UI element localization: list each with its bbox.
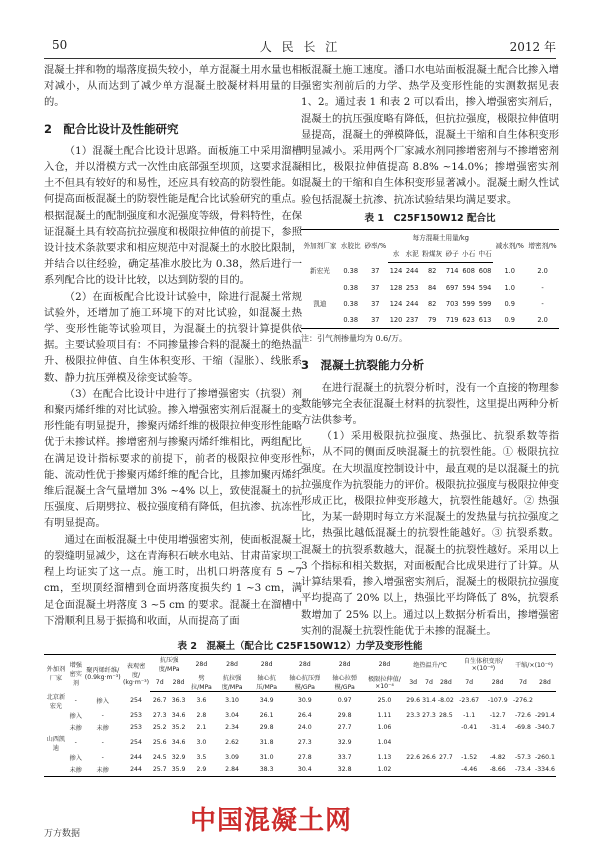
table-cell: 3.10	[225, 697, 239, 705]
right-paragraph-0: 板混凝土施工速度。潘口水电站面板混凝土配合比掺入增强密实剂前后的力学、热学及变形性能的实测数据见表 1、2。通过表 1 和表 2 可以看出，掺入增强密实剂后，混凝土的抗压强度略有降低，但抗拉强度，极限拉伸值明显提高，混凝土的弹模降低，混凝土干缩和自生体积变形明显减小。采用两个厂家减水剂同掺增密剂与不掺增密剂相比，极限拉伸值提高 8.8% ~14.0%；掺增强密实剂混凝土的干缩和自生体积变形显著减小。混凝土耐久性试验包括混凝土抗渗、抗冻试验结果均满足要求。	[301, 64, 559, 206]
t2-header: 自生体积变形/×(10⁻⁶)	[463, 658, 504, 672]
table-cell: 703	[445, 299, 459, 308]
table-cell: 山西凯迪	[46, 735, 66, 752]
table-cell: 3.0	[196, 739, 207, 746]
t2-header: 表观密度/ (kg·m⁻³)	[122, 662, 150, 686]
table-cell: 0.9	[504, 299, 515, 308]
table-cell: 未掺	[69, 767, 82, 774]
table-row	[44, 710, 556, 722]
table-cell: 29.8	[259, 724, 274, 731]
table-cell: 623	[462, 316, 475, 325]
table-cell: 32.9	[171, 754, 186, 761]
right-column	[301, 62, 559, 639]
table-cell: 新宏光	[310, 267, 330, 276]
table-cell: -	[101, 739, 104, 746]
table-cell	[455, 734, 484, 752]
table-cell: 120	[389, 316, 403, 325]
table-cell: 2.9	[196, 766, 207, 773]
t1-header: 水	[388, 246, 404, 263]
table-cell: 31.8	[259, 739, 274, 746]
table1-note: 注：引气剂掺量均为 0.6/万。	[301, 334, 407, 344]
table-cell: 32.8	[337, 766, 352, 773]
table2-caption: 表 2 混凝土（配合比 C25F150W12）力学及变形性能	[177, 641, 423, 652]
table-cell: 244	[405, 267, 419, 276]
table-cell: 26.7	[152, 697, 167, 705]
table-cell: 24.5	[152, 754, 167, 761]
left-paragraph-1: （1）混凝土配合比设计思路。面板施工中采用溜槽入仓，并以滑模方式一次性由底部强至坝顶，这要求混凝土不但具有较好的和易性，还应具有较高的防裂性能。如何提高面板混凝土的防裂性能是配合比试验研究的重点。根据混凝土的配制强度和水泥强度等级，骨料特性，在保证混凝土具有较高抗拉强度和极限拉伸值的前提下，参照设计技术条款要求和相应规范中对混凝土的水胶比限制，并结合以往经验，确定基准水胶比为 0.38，然后进行一系列配合比的设计比较，以达到防裂的目的。	[44, 144, 302, 287]
t2-header: 轴心抗压弹模/GPa	[284, 673, 326, 692]
table-cell	[437, 734, 455, 752]
table-cell: -	[101, 754, 104, 761]
t2-header: 7d	[150, 673, 169, 692]
t2-header: 28d	[378, 660, 391, 668]
table-cell: -	[541, 283, 544, 292]
table1	[301, 229, 559, 329]
table-cell: 未掺	[69, 725, 82, 732]
table-cell: 124	[389, 267, 403, 276]
table-row	[301, 296, 559, 312]
right-paragraph-2: （1）采用极限抗拉强度、热强比、抗裂系数等指标，从不同的侧面反映混凝土的抗裂性能。① 极限抗拉强度。在大坝温度控制设计中，最直观的是以混凝土的抗拉强度作为抗裂能力的评价。极限抗拉强度与极限拉伸变形成正比，极限拉伸变形越大，抗裂性能越好。② 热强比，为某一龄期时每立方米混凝土的发热量与抗拉强度之比，热强比越低混凝土的抗裂性能越好。③ 抗裂系数。混凝土的抗裂系数越大，混凝土的抗裂性越好。采用以上 3 个指标和相关数据，对面板配合比成果进行了计算。从计算结果看，掺入增强密实剂后，混凝土的极限抗拉强度平均提高了 20% 以上，热强比平均降低了 8%，抗裂系数增加了 25% 以上。通过以上数据分析看出，掺增强密实剂的混凝土抗裂性能优于未掺的混凝土。	[301, 430, 559, 637]
table2-block	[44, 635, 556, 777]
table-cell: 0.38	[343, 267, 359, 276]
t1-header: 减水剂/%	[495, 242, 524, 251]
table-cell: 37	[371, 299, 380, 308]
table-cell: -73.4	[514, 766, 531, 773]
table-cell: 84	[427, 283, 437, 292]
table-cell: 608	[462, 267, 475, 276]
table-cell: 25.0	[377, 697, 392, 705]
table-cell: 34.6	[171, 712, 186, 719]
table-cell: -72.6	[514, 712, 531, 719]
t2-header: 3d	[405, 673, 421, 692]
table-cell: -8.02	[437, 697, 454, 705]
table-row	[44, 752, 556, 764]
table-row	[44, 692, 556, 710]
t2-header: 28d	[483, 673, 512, 692]
table-cell: 2.62	[225, 739, 239, 746]
header-rule	[44, 58, 556, 59]
table-cell	[483, 734, 512, 752]
table-cell: 3.09	[225, 754, 239, 761]
table-cell	[405, 764, 421, 777]
table1-body	[301, 263, 559, 329]
table-cell: 32.9	[337, 739, 352, 746]
table-cell: 0.9	[504, 316, 515, 325]
table-cell: -291.4	[534, 712, 555, 719]
table-cell	[301, 312, 339, 329]
table-cell: 27.7	[438, 754, 453, 761]
table-cell: 掺入	[69, 755, 82, 762]
t2-header: 绝热温升/℃	[413, 661, 447, 669]
table-cell: 37	[371, 316, 380, 325]
table1-caption: 表 1 C25F150W12 配合比	[364, 212, 496, 224]
table-cell	[421, 764, 437, 777]
table-cell: 594	[478, 283, 492, 292]
t2-header: 劈拉/MPa	[188, 673, 215, 692]
footer-source: 万方数据	[44, 829, 81, 839]
right-paragraph-1: 在进行混凝土的抗裂分析时，没有一个直接的物理参数能够完全表征混凝土材料的抗裂性，这里提出两种分析方法供参考。	[301, 381, 559, 427]
table-cell: 24.0	[297, 724, 312, 731]
table-cell: 599	[462, 299, 475, 308]
table-cell: 2.0	[537, 267, 548, 276]
table-row	[44, 722, 556, 734]
table-cell: 244	[130, 754, 142, 761]
table-cell: 35.2	[171, 724, 186, 731]
table-cell: 29.6	[406, 697, 421, 705]
t1-header: 中石	[477, 246, 493, 263]
table-cell: 0.97	[337, 697, 352, 705]
table-cell	[421, 734, 437, 752]
table-cell: 253	[405, 283, 419, 292]
watermark: 中国混凝土网	[190, 806, 353, 836]
table-cell: -57.3	[514, 754, 531, 761]
table-cell: -12.7	[489, 712, 506, 719]
table-cell: 30.4	[297, 766, 312, 773]
table-cell: -69.8	[514, 724, 531, 731]
table-cell	[534, 734, 556, 752]
table-cell: 2.84	[225, 766, 239, 773]
table-cell: -	[541, 299, 544, 308]
table-cell: -1.52	[461, 754, 478, 761]
table-cell: 23.3	[406, 712, 421, 719]
table-row	[301, 280, 559, 296]
table-cell	[44, 752, 68, 764]
t1-header: 增密剂/%	[528, 242, 557, 251]
table-cell: 26.4	[297, 712, 312, 719]
table-cell: -4.82	[489, 754, 506, 761]
t2-header: 28d	[169, 673, 188, 692]
table-cell: 0.38	[343, 299, 359, 308]
t2-header: 干缩/×(10⁻⁶)	[514, 661, 554, 669]
table-cell: 3.5	[196, 754, 207, 761]
t1-header: 粉煤灰	[420, 246, 444, 263]
table-cell: 594	[462, 283, 475, 292]
table-cell: 253	[130, 724, 142, 731]
table-cell: 244	[130, 766, 142, 773]
table-cell: -4.46	[461, 766, 478, 773]
table-cell: 38.3	[259, 766, 274, 773]
table-cell: 1.0	[504, 283, 515, 292]
table-cell: 3.04	[225, 712, 239, 719]
table-cell: -0.41	[461, 724, 478, 731]
table-cell: 北京新宏光	[46, 693, 66, 710]
table-cell: 25.2	[152, 724, 167, 731]
table-cell: 36.3	[171, 697, 186, 705]
table-cell: 26.1	[259, 712, 274, 719]
t1-header: 砂子	[444, 246, 460, 263]
table-cell: -31.4	[489, 724, 506, 731]
table-cell: 27.8	[297, 754, 312, 761]
left-paragraph-0: 混凝土拌和物的塌落度损失较小，单方混凝土用水量也相对减小，从而达到了减少单方混凝土胶凝材料用量的目的。	[44, 64, 302, 109]
t2-header: 28d	[226, 660, 238, 668]
t2-header: 外加剂 厂家	[46, 666, 66, 683]
table-cell: 608	[478, 267, 492, 276]
table-cell: 凯迪	[313, 299, 327, 308]
table-cell: 22.6	[406, 754, 421, 761]
table-cell	[405, 734, 421, 752]
journal-title: 人 民 长 江	[259, 40, 341, 54]
table-cell: 29.8	[337, 712, 352, 719]
table-row	[301, 263, 559, 280]
table-cell: 128	[389, 283, 403, 292]
table-cell: -260.1	[534, 754, 555, 761]
table-cell	[44, 710, 68, 722]
table-cell: 719	[445, 316, 459, 325]
table-cell: -23.67	[459, 697, 480, 705]
table-cell	[301, 280, 339, 296]
table-row	[301, 312, 559, 329]
table-cell: 1.06	[377, 724, 392, 731]
table-cell: 0.38	[343, 283, 359, 292]
table-cell: 掺入	[96, 698, 109, 705]
t2-header: 极限拉伸值/×10⁻⁴	[364, 673, 406, 692]
table-cell	[421, 722, 437, 734]
table-cell: 124	[389, 299, 403, 308]
t1-header: 小石	[460, 246, 476, 263]
t1-header: 外加剂厂家	[303, 242, 337, 251]
table-cell: 26.6	[422, 754, 436, 761]
table-cell: 27.3	[297, 739, 312, 746]
table-cell: -8.66	[489, 766, 506, 773]
table-cell	[437, 764, 455, 777]
table-cell: -	[101, 712, 104, 719]
t2-header: 28d	[338, 660, 351, 668]
table-cell: 254	[130, 739, 142, 746]
journal-year: 2012 年	[509, 40, 556, 54]
table-cell	[44, 764, 68, 777]
table-cell: 2.34	[225, 724, 239, 731]
table-cell	[512, 734, 534, 752]
table-cell: 2.8	[196, 712, 207, 719]
section-3-heading: 3 混凝土抗裂能力分析	[301, 358, 425, 373]
t2-header: 抗拉强度/MPa	[215, 673, 250, 692]
t2-header: 28d	[298, 660, 311, 668]
table-row	[44, 734, 556, 752]
table2-body	[44, 692, 556, 777]
table-cell: 37	[371, 267, 380, 276]
table-cell: 27.3	[152, 712, 167, 719]
table-cell: 82	[427, 267, 437, 276]
t2-header: 7d	[455, 673, 484, 692]
t1-header: 水泥	[404, 246, 420, 263]
table-cell: 25.7	[152, 766, 167, 773]
table-cell: 599	[478, 299, 492, 308]
table-cell: -276.2	[512, 697, 533, 705]
t2-header: 7d	[421, 673, 437, 692]
table-cell: 31.0	[259, 754, 274, 761]
table-cell: 714	[445, 267, 459, 276]
table-cell: -340.7	[534, 724, 555, 731]
left-column	[44, 62, 302, 629]
left-paragraph-4: 通过在面板混凝土中使用增强密实剂，使面板混凝土的裂缝明显减少，这在青海积石峡水电站、甘肃苗家坝工程上均证实了这一点。施工时，出机口坍落度有 5 ~7 cm，至坝顶经溜槽到仓面坍落度损失约 1 ~3 cm，满足仓面混凝土坍落度 3 ~5 cm 的要求。混凝土在溜槽中下滑顺利且易于振捣和收面，从而提高了面	[44, 533, 302, 627]
table-cell: 613	[478, 316, 492, 325]
t1-group-header: 每方混凝土用量/kg	[412, 234, 469, 243]
t2-header: 增强 密实剂	[69, 661, 82, 687]
running-header	[44, 38, 556, 56]
table-cell: 掺入	[69, 713, 82, 720]
t2-header: 28d	[195, 660, 208, 668]
table-cell: 244	[405, 299, 419, 308]
table-cell: 3.6	[196, 697, 207, 705]
table-cell: 未掺	[96, 767, 109, 774]
t2-header: 28d	[534, 673, 556, 692]
table-cell: 27.7	[337, 724, 352, 731]
table-cell: 82	[427, 299, 437, 308]
table-cell: 79	[427, 316, 437, 325]
table2	[44, 654, 556, 777]
section-2-heading: 2 配合比设计及性能研究	[44, 121, 179, 136]
table-cell: 237	[405, 316, 419, 325]
table-cell: 34.9	[259, 697, 274, 705]
table-cell: 2.1	[196, 724, 207, 731]
table-cell: 1.11	[377, 712, 392, 719]
t2-header: 抗压强度/MPa	[158, 657, 180, 673]
t2-header: 轴心抗压/MPa	[249, 673, 284, 692]
table-cell: 34.6	[171, 739, 186, 746]
t2-header: 28d	[260, 660, 273, 668]
table-cell: -1.1	[463, 712, 476, 719]
table-cell: 28.5	[438, 712, 453, 719]
table-cell: 30.9	[297, 697, 312, 705]
left-paragraph-2: （2）在面板配合比设计试验中，除进行混凝土常规试验外，还增加了施工环境下的对比试验，如混凝土热学、变形性能等试验项目，为混凝土的抗裂计算提供依据。主要试验项目有：不同掺量掺合料的混凝土的绝热温升、极限拉伸值、自生体积变形、干缩（湿胀）、线胀系数、静力抗压弹模及徐变试验等。	[44, 290, 302, 384]
table-cell: 2.0	[537, 316, 548, 325]
t2-header: 28d	[437, 673, 455, 692]
table-cell: -	[74, 697, 77, 704]
table-cell: 37	[371, 283, 380, 292]
table-cell: 1.04	[377, 739, 392, 746]
table-cell	[405, 722, 421, 734]
table-cell: 35.9	[171, 766, 186, 773]
table-cell: 27.3	[422, 712, 436, 719]
table-cell: 31.4	[422, 697, 436, 705]
table-cell: 697	[445, 283, 459, 292]
table-cell: 未掺	[96, 725, 109, 732]
table-row	[44, 764, 556, 777]
t2-header: 聚丙烯纤维/ (0.9kg·m⁻³)	[84, 667, 121, 682]
table-cell: 253	[130, 712, 142, 719]
table-cell: 1.02	[377, 766, 392, 773]
table-cell: 33.7	[337, 754, 352, 761]
table-cell	[437, 722, 455, 734]
table-cell: 0.38	[343, 316, 359, 325]
page-number: 50	[52, 38, 68, 52]
table-cell: 25.6	[152, 739, 167, 746]
table-cell: -107.9	[487, 697, 508, 705]
t2-header: 7d	[512, 673, 534, 692]
t2-header: 轴心拉弹模/GPa	[326, 673, 364, 692]
table-cell: -	[74, 739, 77, 746]
table-cell: 1.0	[504, 267, 515, 276]
left-paragraph-3: （3）在配合比设计中进行了掺增强密实（抗裂）剂和聚丙烯纤维的对比试验。掺入增强密实剂后混凝土的变形性能有明显提升，掺聚丙烯纤维的极限拉伸变形性能略优于未掺试样。掺增密剂与掺聚丙烯纤维相比，两组配比在满足设计指标要求的前提下，前者的极限拉伸变形性能、流动性优于掺聚丙烯纤维的配合比，且掺加聚丙烯纤维后混凝土含气量增加 3% ~4% 以上，致使混凝土的抗压强度、后期劈拉、极拉强度稍有降低，但抗渗、抗冻性有明显提高。	[44, 387, 302, 530]
t1-header: 砂率/%	[364, 242, 387, 251]
table-cell: -334.6	[534, 766, 555, 773]
table-cell: 254	[130, 697, 142, 704]
table-cell: 1.13	[377, 754, 392, 761]
table-cell	[44, 722, 68, 734]
t1-header: 水胶比	[340, 242, 361, 251]
